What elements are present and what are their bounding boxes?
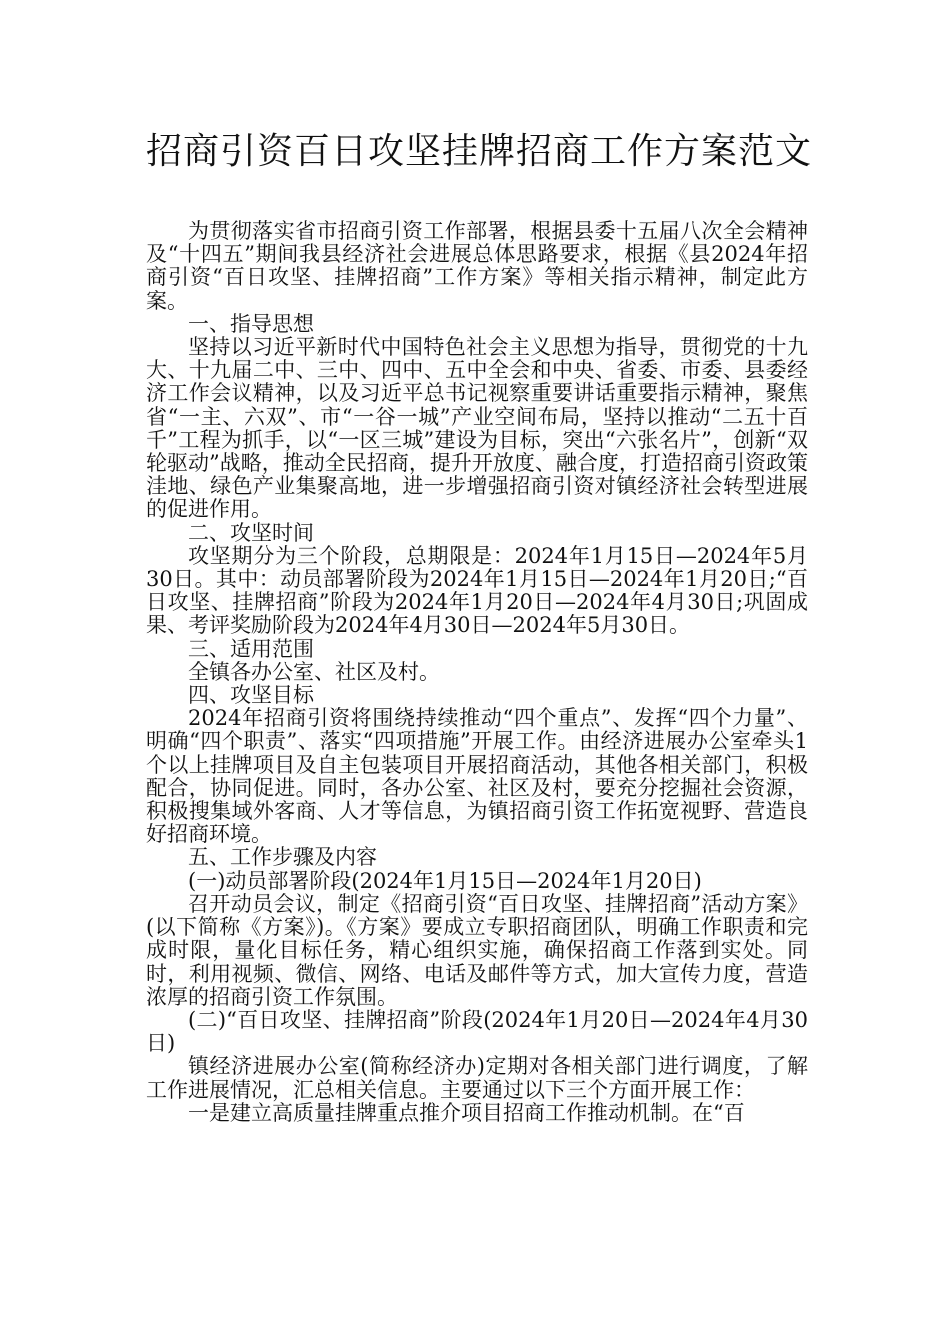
heading-campaign-period: 二、攻坚时间 <box>188 520 314 545</box>
paragraph-guiding-ideology: 坚持以习近平新时代中国特色社会主义思想为指导，贯彻党的十九大、十九届二中、三中、四中、五中全会和中央、省委、市委、县委经济工作会议精神，以及习近平总书记视察重要讲话重要指示精神，聚焦省“一主、六双”、市“一谷一城”产业空间布局，坚持以推动“二五十百千”工程为抓手，以“一区三城”建设为目标，突出“六张名片”，创新“双轮驱动”战略，推动全民招商，提升开放度、融合度，打造招商引资政策洼地、绿色产业集聚高地，进一步增强招商引资对镇经济社会转型进展的促进作用。 <box>146 335 808 522</box>
heading-scope: 三、适用范围 <box>188 636 314 661</box>
paragraph-mobilization-stage: 召开动员会议，制定《招商引资“百日攻坚、挂牌招商”活动方案》(以下简称《方案》)。《方案》要成立专职招商团队，明确工作职责和完成时限，量化目标任务，精心组织实施，确保招商工作落到实处。同时，利用视频、微信、网络、电话及邮件等方式，加大宣传力度，营造浓厚的招商引资工作氛围。 <box>146 891 808 1009</box>
paragraph-mechanism: 一是建立高质量挂牌重点推介项目招商工作推动机制。在“百 <box>188 1100 745 1125</box>
heading-work-steps: 五、工作步骤及内容 <box>188 845 377 870</box>
document-page <box>146 126 813 1125</box>
heading-guiding-ideology: 一、指导思想 <box>188 311 314 336</box>
paragraph-scope: 全镇各办公室、社区及村。 <box>188 659 440 684</box>
heading-goals: 四、攻坚目标 <box>188 683 314 708</box>
paragraph-intro: 为贯彻落实省市招商引资工作部署，根据县委十五届八次全会精神及“十四五”期间我县经济社会进展总体思路要求，根据《县2024年招商引资“百日攻坚、挂牌招商”工作方案》等相关指示精神，制定此方案。 <box>146 219 808 313</box>
paragraph-goals: 2024年招商引资将围绕持续推动“四个重点”、发挥“四个力量”、明确“四个职责”、落实“四项措施”开展工作。由经济进展办公室牵头1个以上挂牌项目及自主包装项目开展招商活动，其他各相关部门，积极配合，协同促进。同时，各办公室、社区及村，要充分挖掘社会资源，积极搜集域外客商、人才等信息，为镇招商引资工作拓宽视野、营造良好招商环境。 <box>146 706 808 847</box>
document-body <box>146 220 808 1125</box>
document-title: 招商引资百日攻坚挂牌招商工作方案范文 <box>146 131 813 172</box>
paragraph-campaign-period: 攻坚期分为三个阶段，总期限是：2024年1月15日—2024年5月30日。其中：动员部署阶段为2024年1月15日—2024年1月20日;“百日攻坚、挂牌招商”阶段为2024年1月20日—2024年4月30日;巩固成果、考评奖励阶段为2024年4月30日—2024年5月30日。 <box>146 543 808 638</box>
subheading-hundred-days-stage: (二)“百日攻坚、挂牌招商”阶段(2024年1月20日—2024年4月30日) <box>146 1007 808 1056</box>
subheading-mobilization-stage: (一)动员部署阶段(2024年1月15日—2024年1月20日) <box>188 868 702 893</box>
paragraph-hundred-days-stage: 镇经济进展办公室(简称经济办)定期对各相关部门进行调度，了解工作进展情况，汇总相关信息。主要通过以下三个方面开展工作： <box>146 1054 808 1102</box>
